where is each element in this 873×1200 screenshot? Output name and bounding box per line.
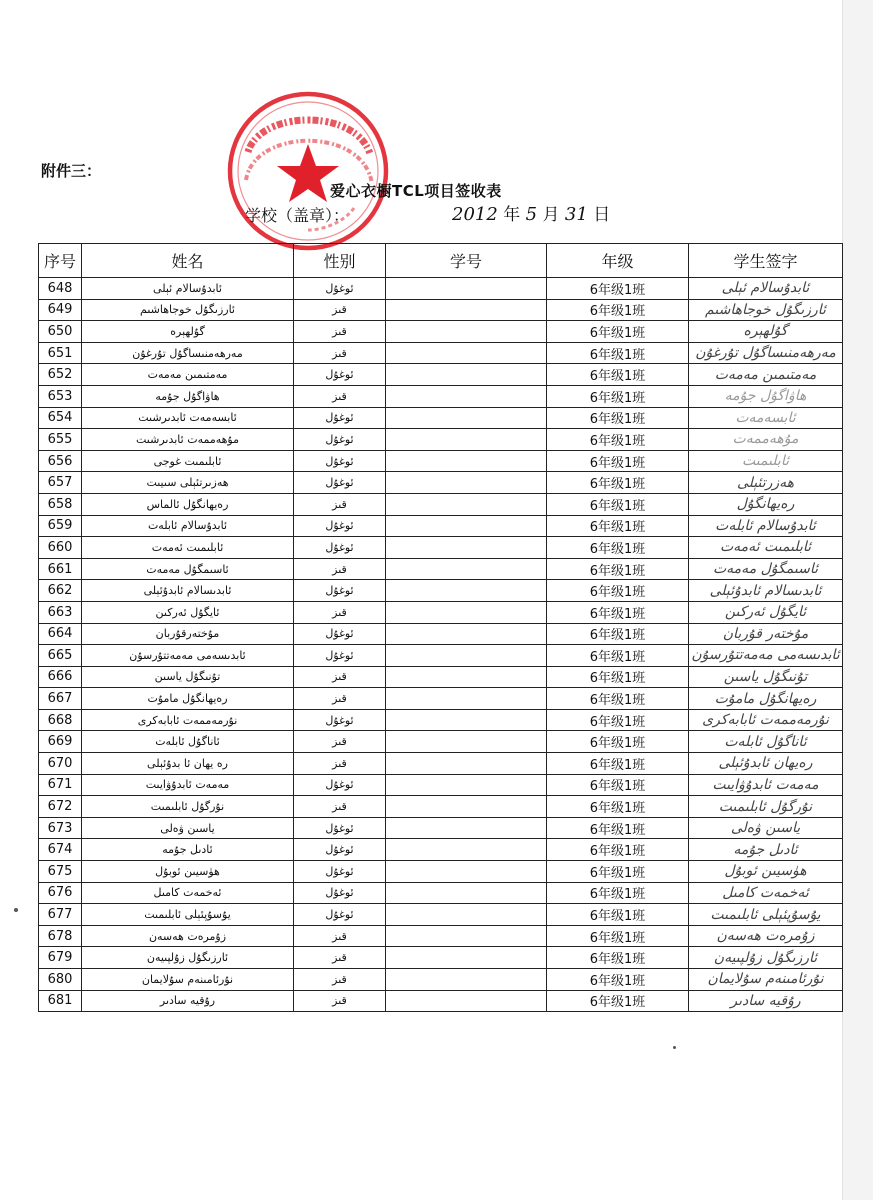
student-gender: ئوغۇل	[294, 709, 386, 731]
student-name: ئابلىمىت ئەمەت	[82, 537, 294, 559]
col-header-grade: 年级	[547, 244, 689, 278]
row-number: 665	[39, 645, 82, 667]
table-row	[39, 774, 843, 796]
student-signature: ئارزىگۇل زۇلپىيەن	[689, 947, 843, 969]
student-name: زۇمرەت ھەسەن	[82, 925, 294, 947]
col-header-no: 序号	[39, 244, 82, 278]
student-gender: ئوغۇل	[294, 407, 386, 429]
attachment-label: 附件三：	[41, 162, 102, 180]
student-id	[386, 429, 547, 451]
student-id	[386, 666, 547, 688]
student-id	[386, 861, 547, 883]
student-id	[386, 817, 547, 839]
student-signature: ئابدىسەمى مەمەتتۇرسۇن	[689, 645, 843, 667]
table-row	[39, 753, 843, 775]
table-row	[39, 364, 843, 386]
scan-speck	[14, 908, 18, 912]
student-id	[386, 990, 547, 1012]
student-grade: 6年级1班	[547, 882, 689, 904]
student-name: ئابدۇسالام ئېلى	[82, 278, 294, 300]
student-id	[386, 364, 547, 386]
student-signature: يۇسۇپئېلى ئابلىمىت	[689, 904, 843, 926]
student-signature: ھاۋاگۇل جۇمە	[689, 385, 843, 407]
student-grade: 6年级1班	[547, 947, 689, 969]
table-row	[39, 666, 843, 688]
scan-speck	[673, 1046, 676, 1049]
student-gender: ئوغۇل	[294, 364, 386, 386]
student-name: رۇقيە سادىر	[82, 990, 294, 1012]
student-id	[386, 925, 547, 947]
student-name: ئابسەمەت ئابدىرشىت	[82, 407, 294, 429]
row-number: 664	[39, 623, 82, 645]
student-name: ئارزىگۇل زۇلپىيەن	[82, 947, 294, 969]
student-signature: ئاناگۇل ئابلەت	[689, 731, 843, 753]
table-row	[39, 731, 843, 753]
student-name: ئابدۇسالام ئابلەت	[82, 515, 294, 537]
row-number: 663	[39, 601, 82, 623]
student-id	[386, 278, 547, 300]
student-signature: نۇرگۇل ئابلىمىت	[689, 796, 843, 818]
row-number: 655	[39, 429, 82, 451]
student-signature: ياسىن ۋەلى	[689, 817, 843, 839]
row-number: 675	[39, 861, 82, 883]
student-signature: مەمتىمىن مەمەت	[689, 364, 843, 386]
student-signature: ئابسەمەت	[689, 407, 843, 429]
student-name: ئەخمەت كامىل	[82, 882, 294, 904]
table-row	[39, 623, 843, 645]
student-name: مۇھەممەت ئابدىرشىت	[82, 429, 294, 451]
student-gender: ئوغۇل	[294, 839, 386, 861]
row-number: 676	[39, 882, 82, 904]
student-id	[386, 688, 547, 710]
col-header-gender: 性别	[294, 244, 386, 278]
student-id	[386, 969, 547, 991]
student-grade: 6年级1班	[547, 493, 689, 515]
row-number: 653	[39, 385, 82, 407]
col-header-student-id: 学号	[386, 244, 547, 278]
table-row	[39, 925, 843, 947]
student-grade: 6年级1班	[547, 753, 689, 775]
student-gender: قىز	[294, 990, 386, 1012]
col-header-name: 姓名	[82, 244, 294, 278]
row-number: 651	[39, 342, 82, 364]
student-id	[386, 774, 547, 796]
row-number: 673	[39, 817, 82, 839]
table-row	[39, 407, 843, 429]
student-name: نۇرمەممەت ئابابەكرى	[82, 709, 294, 731]
row-number: 668	[39, 709, 82, 731]
student-signature: ھەزرتئېلى	[689, 472, 843, 494]
student-id	[386, 342, 547, 364]
student-id	[386, 947, 547, 969]
student-id	[386, 904, 547, 926]
student-id	[386, 601, 547, 623]
student-id	[386, 299, 547, 321]
date-year-unit: 年	[503, 205, 521, 225]
student-gender: ئوغۇل	[294, 429, 386, 451]
table-row	[39, 861, 843, 883]
student-name: يۇسۇپئېلى ئابلىمىت	[82, 904, 294, 926]
student-gender: قىز	[294, 796, 386, 818]
table-row	[39, 688, 843, 710]
student-signature: ئابلىمىت	[689, 450, 843, 472]
table-row	[39, 947, 843, 969]
student-grade: 6年级1班	[547, 817, 689, 839]
row-number: 679	[39, 947, 82, 969]
student-signature: تۇنىگۇل ياسىن	[689, 666, 843, 688]
student-signature: ئابدىسالام ئابدۇئېلى	[689, 580, 843, 602]
student-id	[386, 385, 547, 407]
student-signature: مەمەت ئابدۇۋايىت	[689, 774, 843, 796]
table-row	[39, 601, 843, 623]
student-signature: ئابدۇسالام ئابلەت	[689, 515, 843, 537]
table-row	[39, 385, 843, 407]
student-signature: ئەخمەت كامىل	[689, 882, 843, 904]
student-name: ئابلىمىت غوجى	[82, 450, 294, 472]
row-number: 654	[39, 407, 82, 429]
student-grade: 6年级1班	[547, 342, 689, 364]
table-row	[39, 558, 843, 580]
student-signature: ئابدۇسالام ئېلى	[689, 278, 843, 300]
student-gender: قىز	[294, 947, 386, 969]
student-gender: قىز	[294, 342, 386, 364]
student-signature: گۇلھېرە	[689, 321, 843, 343]
student-gender: قىز	[294, 321, 386, 343]
student-name: ياسىن ۋەلى	[82, 817, 294, 839]
student-grade: 6年级1班	[547, 709, 689, 731]
row-number: 648	[39, 278, 82, 300]
student-name: رەيھانگۇل ئالماس	[82, 493, 294, 515]
student-name: مەرھەمنىساگۇل تۇرغۇن	[82, 342, 294, 364]
student-name: تۇنىگۇل ياسىن	[82, 666, 294, 688]
student-gender: ئوغۇل	[294, 515, 386, 537]
student-grade: 6年级1班	[547, 385, 689, 407]
row-number: 669	[39, 731, 82, 753]
row-number: 671	[39, 774, 82, 796]
student-gender: قىز	[294, 601, 386, 623]
student-id	[386, 731, 547, 753]
student-signature: زۇمرەت ھەسەن	[689, 925, 843, 947]
table-body	[39, 278, 843, 1012]
row-number: 681	[39, 990, 82, 1012]
student-grade: 6年级1班	[547, 299, 689, 321]
row-number: 677	[39, 904, 82, 926]
student-gender: ئوغۇل	[294, 817, 386, 839]
table-row	[39, 299, 843, 321]
row-number: 650	[39, 321, 82, 343]
student-grade: 6年级1班	[547, 472, 689, 494]
table-row	[39, 817, 843, 839]
student-grade: 6年级1班	[547, 321, 689, 343]
student-signature: ئايگۇل ئەركىن	[689, 601, 843, 623]
row-number: 658	[39, 493, 82, 515]
student-grade: 6年级1班	[547, 774, 689, 796]
student-name: ھەزىرتئېلى سىيىت	[82, 472, 294, 494]
student-name: رەيھانگۇل مامۇت	[82, 688, 294, 710]
table-row	[39, 904, 843, 926]
student-name: ئادىل جۇمە	[82, 839, 294, 861]
student-id	[386, 645, 547, 667]
student-gender: ئوغۇل	[294, 882, 386, 904]
student-gender: قىز	[294, 299, 386, 321]
table-row	[39, 515, 843, 537]
table-row	[39, 882, 843, 904]
student-id	[386, 753, 547, 775]
student-grade: 6年级1班	[547, 407, 689, 429]
row-number: 652	[39, 364, 82, 386]
table-row	[39, 796, 843, 818]
table-row	[39, 321, 843, 343]
table-row	[39, 709, 843, 731]
student-signature: مۇختەر قۇربان	[689, 623, 843, 645]
table-row	[39, 969, 843, 991]
student-name: ئارزىگۇل خوجاھاشىم	[82, 299, 294, 321]
student-gender: ئوغۇل	[294, 450, 386, 472]
student-gender: قىز	[294, 666, 386, 688]
page-edge	[842, 0, 873, 1200]
student-gender: قىز	[294, 753, 386, 775]
date-month: 5	[525, 204, 538, 225]
table-row	[39, 493, 843, 515]
student-signature: رۇقيە سادىر	[689, 990, 843, 1012]
student-grade: 6年级1班	[547, 925, 689, 947]
student-grade: 6年级1班	[547, 861, 689, 883]
student-gender: قىز	[294, 731, 386, 753]
student-id	[386, 515, 547, 537]
student-name: نۇرئامىنەم سۇلايمان	[82, 969, 294, 991]
table-row	[39, 342, 843, 364]
student-grade: 6年级1班	[547, 558, 689, 580]
table-row	[39, 990, 843, 1012]
student-grade: 6年级1班	[547, 645, 689, 667]
student-gender: قىز	[294, 688, 386, 710]
row-number: 672	[39, 796, 82, 818]
row-number: 662	[39, 580, 82, 602]
student-signature: ئادىل جۇمە	[689, 839, 843, 861]
table-row	[39, 645, 843, 667]
student-id	[386, 796, 547, 818]
student-gender: ئوغۇل	[294, 278, 386, 300]
row-number: 657	[39, 472, 82, 494]
student-grade: 6年级1班	[547, 278, 689, 300]
student-id	[386, 321, 547, 343]
school-seal-label: 学校（盖章）：	[245, 206, 350, 225]
student-id	[386, 558, 547, 580]
table-row	[39, 278, 843, 300]
student-id	[386, 537, 547, 559]
date-month-unit: 月	[542, 205, 560, 225]
table-row	[39, 839, 843, 861]
student-name: ئابدىسەمى مەمەتتۇرسۇن	[82, 645, 294, 667]
student-name: ھۈسيىن ئوبۇل	[82, 861, 294, 883]
col-header-signature: 学生签字	[689, 244, 843, 278]
table-row	[39, 537, 843, 559]
student-signature: رەيھانگۇل	[689, 493, 843, 515]
student-id	[386, 493, 547, 515]
student-name: ئاناگۇل ئابلەت	[82, 731, 294, 753]
student-gender: قىز	[294, 558, 386, 580]
student-grade: 6年级1班	[547, 515, 689, 537]
row-number: 660	[39, 537, 82, 559]
student-id	[386, 709, 547, 731]
student-grade: 6年级1班	[547, 688, 689, 710]
student-gender: قىز	[294, 925, 386, 947]
sign-off-table	[38, 243, 843, 1012]
student-gender: قىز	[294, 969, 386, 991]
student-gender: ئوغۇل	[294, 580, 386, 602]
table-row	[39, 472, 843, 494]
student-name: مەمەت ئابدۇۋايىت	[82, 774, 294, 796]
student-grade: 6年级1班	[547, 904, 689, 926]
student-grade: 6年级1班	[547, 537, 689, 559]
signing-date	[452, 200, 610, 225]
row-number: 661	[39, 558, 82, 580]
student-signature: نۇرمەممەت ئابابەكرى	[689, 709, 843, 731]
student-signature: ئابلىمىت ئەمەت	[689, 537, 843, 559]
student-name: مۇختەرقۇربان	[82, 623, 294, 645]
student-name: مەمتىمىن مەمەت	[82, 364, 294, 386]
date-day-unit: 日	[593, 205, 611, 225]
student-signature: ئاسىمگۇل مەمەت	[689, 558, 843, 580]
student-grade: 6年级1班	[547, 969, 689, 991]
student-id	[386, 623, 547, 645]
date-year: 2012	[452, 204, 498, 225]
row-number: 678	[39, 925, 82, 947]
student-id	[386, 839, 547, 861]
student-grade: 6年级1班	[547, 429, 689, 451]
student-signature: نۇرئامىنەم سۇلايمان	[689, 969, 843, 991]
school-seal-stamp	[224, 88, 392, 254]
student-name: ھاۋاگۇل جۇمە	[82, 385, 294, 407]
student-gender: ئوغۇل	[294, 904, 386, 926]
student-name: گۇلھېرە	[82, 321, 294, 343]
student-id	[386, 450, 547, 472]
student-gender: ئوغۇل	[294, 472, 386, 494]
student-gender: ئوغۇل	[294, 645, 386, 667]
student-grade: 6年级1班	[547, 839, 689, 861]
row-number: 670	[39, 753, 82, 775]
row-number: 649	[39, 299, 82, 321]
row-number: 667	[39, 688, 82, 710]
student-signature: مەرھەمنىساگۇل تۇرغۇن	[689, 342, 843, 364]
student-grade: 6年级1班	[547, 450, 689, 472]
date-day: 31	[564, 204, 588, 225]
student-signature: ئارزىگۇل خوجاھاشىم	[689, 299, 843, 321]
table-header-row	[39, 244, 843, 278]
student-signature: رەيھان ئابدۇئېلى	[689, 753, 843, 775]
student-name: رە يھان ئا بدۇئېلى	[82, 753, 294, 775]
student-grade: 6年级1班	[547, 796, 689, 818]
student-gender: ئوغۇل	[294, 623, 386, 645]
student-name: ئابدىسالام ئابدۇئېلى	[82, 580, 294, 602]
student-grade: 6年级1班	[547, 364, 689, 386]
row-number: 666	[39, 666, 82, 688]
student-grade: 6年级1班	[547, 580, 689, 602]
student-signature: رەيھانگۇل مامۇت	[689, 688, 843, 710]
student-gender: ئوغۇل	[294, 861, 386, 883]
student-id	[386, 472, 547, 494]
student-grade: 6年级1班	[547, 666, 689, 688]
row-number: 674	[39, 839, 82, 861]
student-signature: ھۈسيىن ئوبۇل	[689, 861, 843, 883]
student-gender: قىز	[294, 493, 386, 515]
row-number: 659	[39, 515, 82, 537]
student-gender: ئوغۇل	[294, 774, 386, 796]
student-gender: ئوغۇل	[294, 537, 386, 559]
student-name: ئاسىمگۇل مەمەت	[82, 558, 294, 580]
table-row	[39, 450, 843, 472]
student-name: نۇرگۇل ئابلىمىت	[82, 796, 294, 818]
student-signature: مۇھەممەت	[689, 429, 843, 451]
student-name: ئايگۇل ئەركىن	[82, 601, 294, 623]
table-row	[39, 580, 843, 602]
student-grade: 6年级1班	[547, 731, 689, 753]
student-gender: قىز	[294, 385, 386, 407]
student-grade: 6年级1班	[547, 601, 689, 623]
student-id	[386, 580, 547, 602]
student-id	[386, 407, 547, 429]
student-id	[386, 882, 547, 904]
row-number: 656	[39, 450, 82, 472]
form-title: 爱心衣橱TCL项目签收表	[330, 182, 502, 200]
table-row	[39, 429, 843, 451]
student-grade: 6年级1班	[547, 623, 689, 645]
row-number: 680	[39, 969, 82, 991]
student-grade: 6年级1班	[547, 990, 689, 1012]
